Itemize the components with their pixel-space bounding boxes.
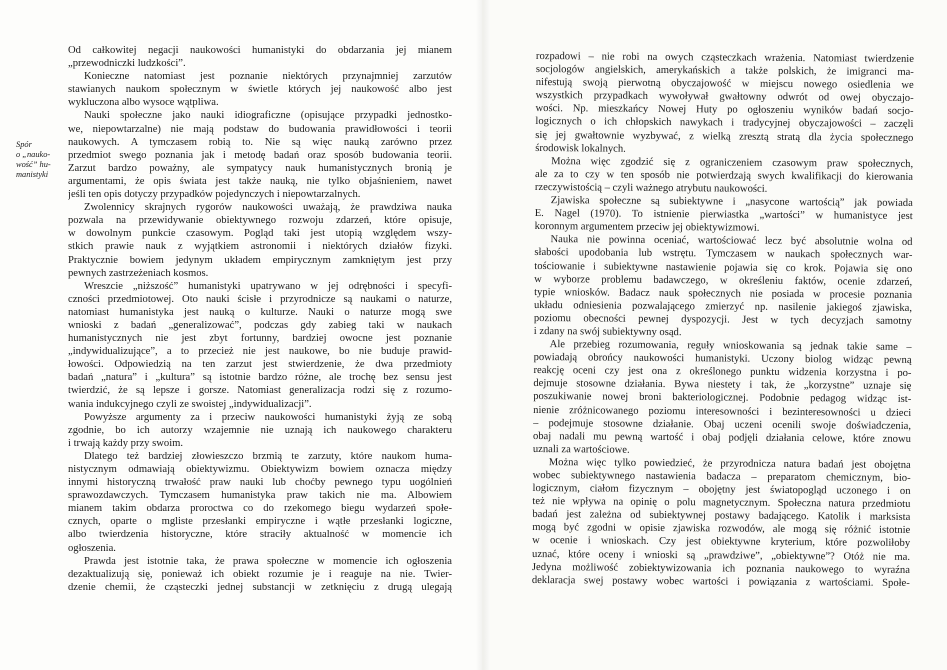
right-page: [482, 0, 947, 670]
text-line: Praktycznie bowiem jedynym układem empirycznym zamkniętym jest przy: [68, 254, 452, 266]
text-line: mogą być zgodni w opisie zjawiska rozwodów, ale mogą się różnić istotnie: [532, 522, 911, 537]
text-line: cznych, oparte o mgliste przesłanki empiryczne i wątłe przesłanki logiczne,: [68, 516, 452, 528]
text-line: „indywidualizujące”, a to przecież nie jest naukowe, bo nie buduje prawid-: [68, 346, 452, 358]
text-line: uznali za wartościowe.: [532, 443, 630, 456]
text-line: Powyższe argumenty za i przeciw naukowości humanistyki żyją ze sobą: [84, 411, 452, 423]
text-line: humanistycznych nie jest zbyt fortunny, bardziej owocne jest poznanie: [68, 333, 452, 345]
text-line: wszystkich przypadkach wywoływał gwałtowny odwrót od owej obyczajo-: [535, 90, 914, 105]
margin-note-line: manistyki: [16, 170, 49, 179]
left-text-column: [68, 44, 452, 594]
text-line: poziomu obecności pewnej dyspozycji. Jest w tych decyzjach samotny: [533, 312, 912, 327]
text-line: dzenie chemii, że cząsteczki jednej substancji w zetknięciu z drugą ulegają: [68, 581, 452, 593]
text-line: nifestują swoją pierwotną obyczajowość w miejscu nowego osiedlenia we: [535, 77, 914, 92]
text-line: argumentami, że opis świata jest także nauką, nie tylko objaśnieniem, nawet: [68, 175, 452, 187]
text-line: środowisk lokalnych.: [535, 142, 626, 155]
text-line: Zjawiska społeczne są subiektywne i „nasycone wartością” jak powiada: [550, 195, 913, 209]
text-line: uznać, które oceny i wnioski są „prawdziwe”, „obiektywne”? Otóż nie ma.: [531, 548, 911, 563]
text-line: wości. Np. mieszkańcy Nowej Huty po ogłoszeniu wyników badań socjo-: [535, 103, 914, 118]
text-line: i trwają każdy przy swoim.: [68, 437, 184, 449]
text-line: dejmuje stosowne działania. Bywa niestety i tak, że „korzystne” uznaje się: [533, 378, 912, 393]
text-line: rozpadowi – nie robi na owych cząsteczkach wrażenia. Natomiast twierdzenie: [535, 50, 914, 65]
text-line: w wyborze problemu badawczego, w określeniu faktów, ocenie zdarzeń,: [534, 273, 913, 288]
text-line: Wreszcie „niższość” humanistyki upatrywano w jej odrębności i specyfi-: [84, 280, 452, 292]
text-line: koronnym argumentem przeciw jej obiektywizmowi.: [534, 221, 760, 234]
text-line: Dlatego też bardziej złowieszczo brzmią te zarzuty, które naukom huma-: [84, 450, 452, 462]
text-line: Nauka nie powinna oceniać, wartościować lecz być absolutnie wolna od: [550, 234, 913, 249]
text-line: Prawda jest istotnie taka, że prawa społeczne w momencie ich ogłoszenia: [84, 555, 452, 567]
text-line: wania indukcyjnego czyli ze swoistej „indywidualizacji”.: [68, 398, 312, 410]
margin-note-line: wość” hu-: [16, 160, 51, 169]
text-line: Można więc tylko powiedzieć, że przyrodnicza natura badań jest obojętna: [548, 457, 911, 471]
text-line: „przewodniczki ludzkości”.: [68, 58, 186, 70]
text-line: powiadają obrońcy naukowości humanistyki. Uczony biolog widząc pewną: [533, 352, 912, 367]
text-line: ogłoszenia.: [68, 542, 116, 554]
text-line: czności przedmiotowej. Oto nauki ścisłe i przyrodnicze są naukami o naturze,: [68, 293, 452, 305]
text-line: nistycznym odmawiają obiektywizmu. Obiektywizm bowiem oznacza między: [68, 464, 452, 475]
text-line: Zwolennicy skrajnych rygorów naukowości uważają, że prawdziwa nauka: [84, 202, 452, 214]
text-line: Ale przebieg rozumowania, reguły wnioskowania są jednak takie same –: [549, 339, 912, 354]
margin-note-line: o „nauko-: [16, 150, 51, 159]
text-line: badań jest zależna od subiektywnej postawy badającego. Katolik i marksista: [532, 509, 911, 524]
text-line: mianem takim obdarza proroctwa co do rzekomego biegu wydarzeń społe-: [68, 503, 452, 515]
text-line: łowości. Odpowiedzią na ten zarzut jest stwierdzenie, że dwa przedmioty: [68, 359, 452, 371]
text-line: typie wniosków. Badacz nauk społecznych nie posiada w procesie poznania: [534, 286, 913, 301]
margin-note-line: Spór: [16, 140, 32, 149]
margin-note: [16, 140, 62, 180]
text-line: w dowolnym punkcie czasowym. Pogląd taki jest utopią względem wszy-: [68, 228, 452, 240]
text-line: albo twierdzenia historyczne, które straciły aktualność w momencie ich: [68, 529, 452, 541]
text-line: Od całkowitej negacji naukowości humanistyki do obdarzania jej mianem: [68, 45, 452, 56]
text-line: socjologów angielskich, amerykańskich a także polskich, że imigranci ma-: [535, 64, 914, 79]
book-gutter: [476, 0, 490, 670]
text-line: wnioski z badań „generalizować”, podczas gdy zabieg taki w naukach: [68, 319, 452, 331]
text-line: dezaktualizują się, ponieważ ich obiekt rozumie je i reaguje na nie. Twier-: [68, 568, 452, 580]
text-line: wobec subiektywnego nastawienia badacza – preparatom chemicznym, bio-: [532, 469, 911, 484]
text-line: naukowych. A tymczasem robią to. Nie są więc nauką zarówno przez: [68, 136, 452, 148]
text-line: Zarzut bardzo poważny, ale sympatycy nauk humanistycznych bronią je: [68, 162, 452, 174]
text-line: logicznych o ich chłopskich nawykach i tradycyjnej obyczajowości – zaczęli: [535, 116, 914, 131]
text-line: natomiast humanistyka jest nauką o kulturze. Nauki o naturze mogą swe: [68, 306, 452, 318]
text-line: Jedyna możliwość zobiektywizowania ich poznania naukowego to wyraźna: [531, 561, 910, 576]
text-line: układu odniesienia pozwalającego zmierzyć np. nasilenie jakiegoś zjawiska,: [533, 299, 913, 314]
text-line: deklaracja swej postawy wobec wartości i powiązania z wartościami. Społe-: [531, 574, 910, 589]
text-line: pozwala na przewidywanie obiektywnego rozwoju zdarzeń, które opisuje,: [68, 215, 452, 227]
text-line: poszukiwanie nowej broni bakteriologicznej. Podobnie pedagog widząc ist-: [533, 391, 912, 406]
text-line: Można więc zgodzić się z ograniczeniem czasowym praw społecznych,: [551, 155, 914, 170]
right-text-column: [532, 50, 914, 590]
text-line: – podejmuje stosowne działanie. Obaj uczeni ocenili swoje doświadczenia,: [533, 417, 912, 432]
text-line: w ocenie i wnioskach. Czy jest obiektywne kryterium, które pozwoliłoby: [532, 535, 911, 550]
text-line: rzeczywistością – czyli ważnego atrybutu naukowości.: [534, 181, 768, 195]
text-line: jeśli ten opis dotyczy przypadków pojedynczych i niepowtarzalnych.: [68, 189, 361, 201]
text-line: nienie zróżnicowanego poziomu interesowności i bezinteresowności u dzieci: [533, 404, 912, 419]
text-line: stkich prawie nauk z wyjątkiem astronomii i niektórych działów fizyki.: [68, 241, 452, 253]
text-line: stawianych naukom społecznym w świetle których jej naukowość albo jest: [68, 84, 452, 96]
text-line: pewnych zastrzeżeniach kosmos.: [68, 267, 209, 279]
text-line: badań „natura” i „kultura” są istotnie bardzo różne, ale trochę bez sensu jest: [68, 372, 452, 384]
text-line: innymi historyczną trwałość praw nauki lub choćby pewnego typu uogólnień: [68, 477, 452, 489]
text-line: we, niepowtarzalne) nie mają podstaw do budowania prawidłowości i teorii: [68, 123, 452, 135]
text-line: E. Nagel (1970). To istnienie pierwiastka „wartości” w humanistyce jest: [534, 208, 913, 223]
text-line: zgodnie, bo ich autorzy wzajemnie nie uznają ich naukowego charakteru: [68, 424, 452, 436]
text-line: obaj nadali mu pewną wartość i obaj podjęli działania celowe, które znowu: [532, 430, 911, 445]
text-line: logicznym, ciałom fizycznym – obojętny jest światopogląd uczonego i on: [532, 483, 911, 498]
text-line: przedmiot swego poznania jak i metodę badań oraz sposób budowania teorii.: [68, 149, 452, 161]
text-line: Konieczne natomiast jest poznanie niektórych przynajmniej zarzutów: [84, 71, 452, 83]
text-line: tościowanie i subiektywne nastawienie pojawia się co krok. Pojawia się ono: [534, 260, 913, 275]
text-line: reakcję oceni czy jest ona z określonego punktu widzenia korzystna i po-: [533, 365, 912, 380]
text-line: też nie wpływa na opinię o polu magnetycznym. Społeczna natura przedmiotu: [532, 496, 911, 511]
text-line: sprawozdawczych. Tymczasem humanistyka praw takich nie ma. Albowiem: [68, 490, 452, 502]
text-line: wykluczona albo wysoce wątpliwa.: [68, 97, 219, 109]
text-line: Nauki społeczne jako nauki idiograficzne (opisujące przypadki jednostko-: [84, 110, 452, 122]
text-line: się jej gwałtownie wyzbywać, z wielką zresztą stratą dla życia społecznego: [535, 129, 914, 144]
text-line: i zdany na swój subiektywny osąd.: [533, 325, 682, 339]
text-line: słabości upodobania lub wstrętu. Tymczasem w naukach społecznych war-: [534, 247, 913, 262]
text-line: ale za to czy w ten sposób nie potwierdzają swych kwalifikacji do kierowania: [534, 168, 914, 183]
text-line: twierdzić, że są lepsze i gorsze. Natomiast generalizacja rodzi się z rozumo-: [68, 385, 452, 397]
